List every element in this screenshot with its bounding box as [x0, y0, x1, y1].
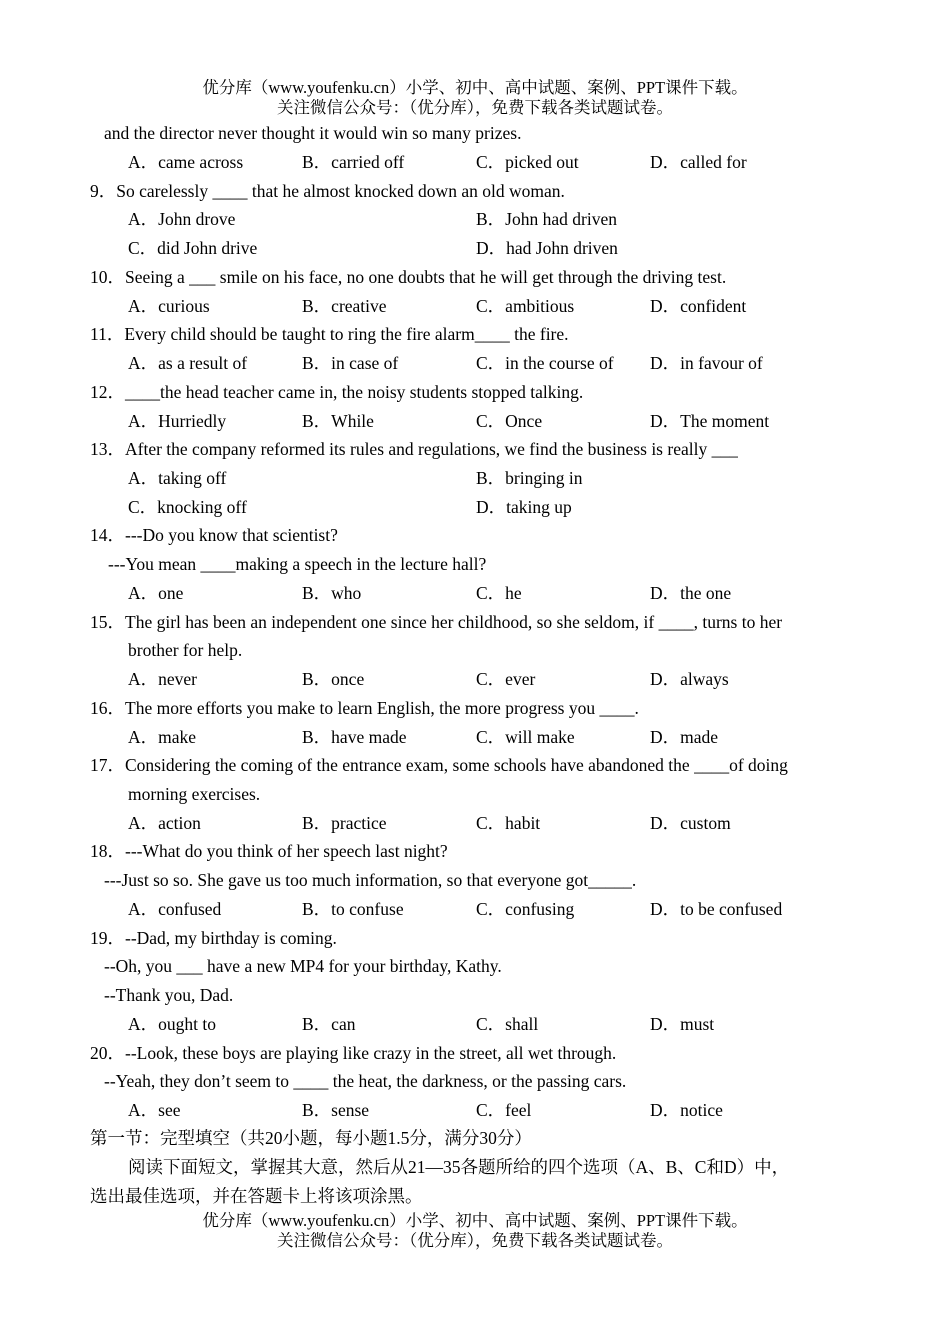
q10-option-d: D．confident — [650, 296, 747, 316]
q18-stem: 18．---What do you think of her speech last night? — [90, 841, 448, 861]
q19-response: --Thank you, Dad. — [104, 985, 234, 1005]
q20-option-d: D．notice — [650, 1100, 723, 1120]
q10-options — [128, 292, 888, 320]
q14-option-a: A．one — [128, 583, 184, 603]
q18-option-a: A．confused — [128, 899, 222, 919]
q18-option-d: D．to be confused — [650, 899, 783, 919]
section-title: 第一节：完型填空（共20小题，每小题1.5分，满分30分） — [90, 1128, 532, 1148]
q9-stem: 9．So carelessly ____ that he almost knocked down an old woman. — [90, 181, 565, 201]
q15-option-a: A．never — [128, 669, 198, 689]
q8-option-d: D．called for — [650, 152, 747, 172]
q9-options-row-1 — [128, 205, 888, 233]
q17-stem: 17．Considering the coming of the entrance exam, some schools have abandoned the ____of doing — [90, 755, 788, 775]
q8-option-c: C．picked out — [476, 152, 579, 172]
q12-options — [128, 407, 888, 435]
q15-options — [128, 665, 888, 693]
q11-stem: 11．Every child should be taught to ring the fire alarm____ the fire. — [90, 324, 569, 344]
section-instruction-continued: 选出最佳选项，并在答题卡上将该项涂黑。 — [90, 1186, 423, 1206]
q13-option-d: D．taking up — [476, 497, 572, 517]
q9-option-a: A．John drove — [128, 209, 236, 229]
q12-stem: 12．____the head teacher came in, the noisy students stopped talking. — [90, 382, 584, 402]
q14-stem: 14．---Do you know that scientist? — [90, 525, 338, 545]
q17-stem-continued: morning exercises. — [128, 784, 261, 804]
q15-option-b: B．once — [302, 669, 365, 689]
q14-options — [128, 579, 888, 607]
q13-option-c: C．knocking off — [128, 497, 247, 517]
q10-stem: 10．Seeing a ___ smile on his face, no one doubts that he will get through the driving test. — [90, 267, 727, 287]
header-line-1: 优分库（www.youfenku.cn）小学、初中、高中试题、案例、PPT课件下载。 — [202, 78, 748, 97]
q11-option-c: C．in the course of — [476, 353, 614, 373]
q14-option-b: B．who — [302, 583, 362, 603]
q18-reply: ---Just so so. She gave us too much information, so that everyone got_____. — [104, 870, 637, 890]
q18-option-b: B．to confuse — [302, 899, 404, 919]
q11-option-b: B．in case of — [302, 353, 399, 373]
q8-option-a: A．came across — [128, 152, 244, 172]
q9-option-b: B．John had driven — [476, 209, 617, 229]
q11-option-a: A．as a result of — [128, 353, 248, 373]
q13-option-a: A．taking off — [128, 468, 227, 488]
q17-options — [128, 809, 888, 837]
section-instruction: 阅读下面短文，掌握其大意，然后从21—35各题所给的四个选项（A、B、C和D）中， — [128, 1157, 790, 1177]
q14-reply: ---You mean ____making a speech in the lecture hall? — [108, 554, 487, 574]
q20-option-c: C．feel — [476, 1100, 532, 1120]
q13-options-row-2 — [128, 493, 888, 521]
q10-option-c: C．ambitious — [476, 296, 575, 316]
q11-options — [128, 349, 888, 377]
q13-option-b: B．bringing in — [476, 468, 583, 488]
q18-options — [128, 895, 888, 923]
footer-line-2: 关注微信公众号：（优分库），免费下载各类试题试卷。 — [277, 1231, 673, 1250]
q8-options — [128, 148, 888, 176]
q10-option-a: A．curious — [128, 296, 210, 316]
q16-option-a: A．make — [128, 727, 197, 747]
q13-options-row-1 — [128, 464, 888, 492]
q17-option-a: A．action — [128, 813, 201, 833]
q12-option-b: B．While — [302, 411, 374, 431]
q14-option-d: D．the one — [650, 583, 732, 603]
q13-stem: 13．After the company reformed its rules and regulations, we find the business is really ___ — [90, 439, 738, 459]
q20-option-b: B．sense — [302, 1100, 370, 1120]
page-header — [0, 78, 950, 118]
q19-option-b: B．can — [302, 1014, 356, 1034]
q9-options-row-2 — [128, 234, 888, 262]
q16-stem: 16．The more efforts you make to learn English, the more progress you ____. — [90, 698, 639, 718]
q14-option-c: C．he — [476, 583, 522, 603]
q17-option-b: B．practice — [302, 813, 387, 833]
q19-options — [128, 1010, 888, 1038]
q11-option-d: D．in favour of — [650, 353, 763, 373]
footer-line-1: 优分库（www.youfenku.cn）小学、初中、高中试题、案例、PPT课件下载。 — [202, 1211, 748, 1230]
q10-option-b: B．creative — [302, 296, 387, 316]
q20-options — [128, 1096, 888, 1124]
q12-option-d: D．The moment — [650, 411, 770, 431]
q19-option-c: C．shall — [476, 1014, 539, 1034]
q19-reply: --Oh, you ___ have a new MP4 for your birthday, Kathy. — [104, 956, 502, 976]
q15-stem: 15．The girl has been an independent one since her childhood, so she seldom, if ____, turns to her — [90, 612, 783, 632]
q12-option-c: C．Once — [476, 411, 543, 431]
q16-option-b: B．have made — [302, 727, 407, 747]
q9-option-d: D．had John driven — [476, 238, 618, 258]
q19-option-a: A．ought to — [128, 1014, 216, 1034]
q8-stem-continued: and the director never thought it would win so many prizes. — [104, 123, 522, 143]
q15-option-c: C．ever — [476, 669, 536, 689]
q9-option-c: C．did John drive — [128, 238, 258, 258]
q16-option-c: C．will make — [476, 727, 575, 747]
q19-stem: 19．--Dad, my birthday is coming. — [90, 928, 337, 948]
q20-stem: 20．--Look, these boys are playing like crazy in the street, all wet through. — [90, 1043, 617, 1063]
q18-option-c: C．confusing — [476, 899, 575, 919]
q20-reply: --Yeah, they don’t seem to ____ the heat, the darkness, or the passing cars. — [104, 1071, 627, 1091]
q15-option-d: D．always — [650, 669, 729, 689]
q20-option-a: A．see — [128, 1100, 181, 1120]
q19-option-d: D．must — [650, 1014, 715, 1034]
page-footer — [0, 1211, 950, 1251]
q15-stem-continued: brother for help. — [128, 640, 243, 660]
q12-option-a: A．Hurriedly — [128, 411, 227, 431]
header-line-2: 关注微信公众号：（优分库），免费下载各类试题试卷。 — [277, 98, 673, 117]
q17-option-c: C．habit — [476, 813, 541, 833]
q17-option-d: D．custom — [650, 813, 731, 833]
q16-option-d: D．made — [650, 727, 719, 747]
q8-option-b: B．carried off — [302, 152, 405, 172]
q16-options — [128, 723, 888, 751]
